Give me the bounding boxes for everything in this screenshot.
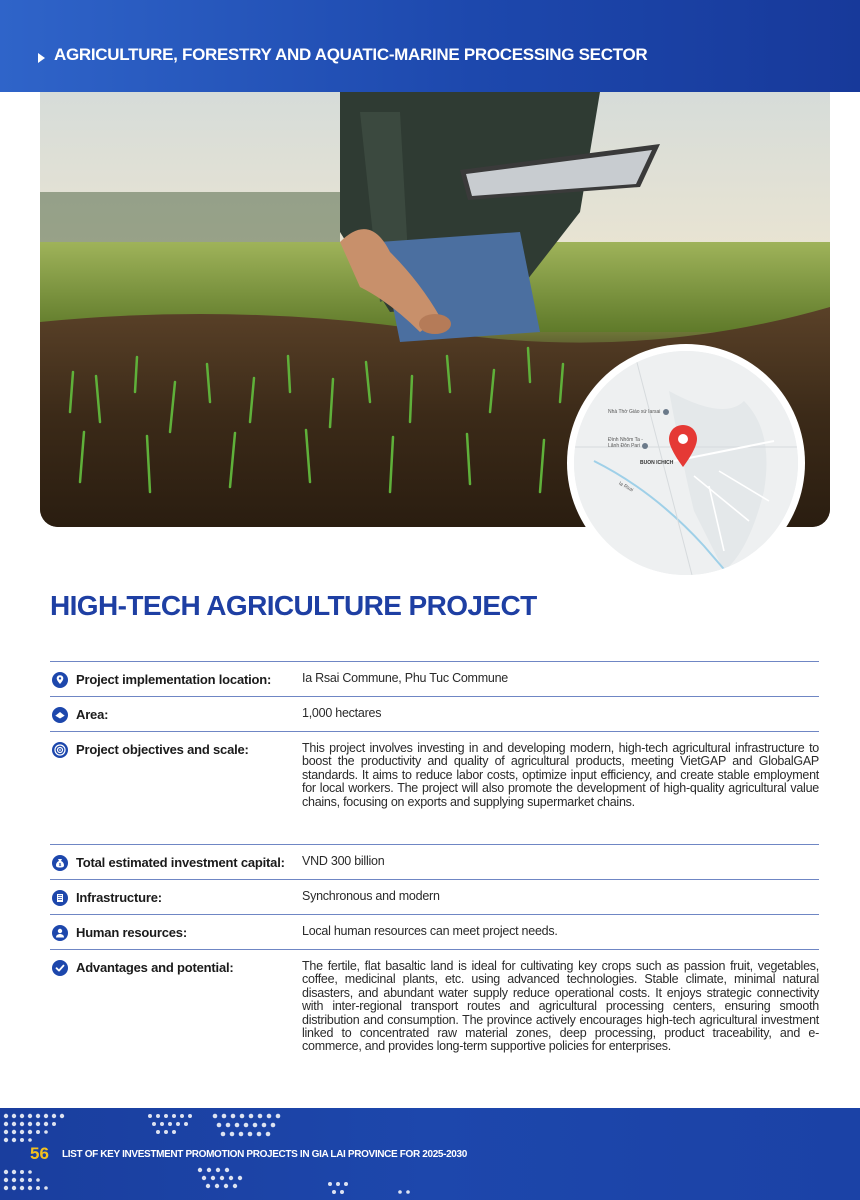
area-icon xyxy=(52,707,68,723)
infrastructure-icon xyxy=(52,890,68,906)
check-icon xyxy=(52,960,68,976)
triangle-right-icon xyxy=(38,53,45,63)
row-label: Infrastructure: xyxy=(76,890,162,905)
row-value: This project involves investing in and developing modern, high-tech agricultural infrastructure to boost the productivity and quality of agricultural products, meeting VietGAP and GlobalGAP standards. It aims to reduce labor costs, optimize input efficiency, and create stable employment for local workers. The project will also promote the development of high-quality agricultural value chains, focusing on exports and supplying supermarket chains. xyxy=(302,741,819,809)
page-number: 56 xyxy=(30,1144,49,1163)
row-value: The fertile, flat basaltic land is ideal for cultivating key crops such as passion fruit, vegetables, coffee, medicinal plants, etc. using advanced technologies. Stable climate, minimal natural disasters, and abundant water supply reduce operational costs. It enjoys strategic connectivity with inter-regional transport routes and agricultural processing centers, ensuring smooth distribution and consumption. The province actively encourages high-tech agricultural investment linked to concentrated raw material zones, deep processing, product traceability, and e-commerce, and provides long-term supportive policies for enterprises. xyxy=(302,959,819,1054)
table-row xyxy=(50,731,819,844)
row-value: VND 300 billion xyxy=(302,854,385,868)
table-row xyxy=(50,914,819,949)
page-title: HIGH-TECH AGRICULTURE PROJECT xyxy=(50,590,537,621)
row-label: Project objectives and scale: xyxy=(76,742,249,757)
row-label: Area: xyxy=(76,707,109,722)
map-label: BUON ICHICH xyxy=(640,460,674,466)
map xyxy=(574,351,798,575)
map-label: Đình Nhôm Ta - Lãnh Đôn Pari xyxy=(608,437,643,449)
row-value: 1,000 hectares xyxy=(302,706,382,720)
row-label: Advantages and potential: xyxy=(76,960,234,975)
location-map-inset xyxy=(567,344,805,582)
table-row xyxy=(50,949,819,1075)
row-value: Local human resources can meet project needs. xyxy=(302,924,558,938)
row-label: Project implementation location: xyxy=(76,672,272,687)
table-row xyxy=(50,661,819,696)
table-row xyxy=(50,844,819,879)
table-row xyxy=(50,879,819,914)
money-bag-icon xyxy=(52,855,68,871)
svg-text:$: $ xyxy=(58,862,62,868)
location-pin-icon xyxy=(52,672,68,688)
row-value: Synchronous and modern xyxy=(302,889,440,903)
row-label: Human resources: xyxy=(76,925,187,940)
person-icon xyxy=(52,925,68,941)
project-info-table xyxy=(50,661,819,1075)
row-label: Total estimated investment capital: xyxy=(76,855,285,870)
footer-title: LIST OF KEY INVESTMENT PROMOTION PROJECTS IN GIA LAI PROVINCE FOR 2025-2030 xyxy=(62,1149,467,1160)
table-row xyxy=(50,696,819,731)
map-label: Ia Rsai xyxy=(617,480,635,494)
map-label: Nhà Thờ Giáo xứ Iarsai xyxy=(608,409,661,415)
section-title: AGRICULTURE, FORESTRY AND AQUATIC-MARINE PROCESSING SECTOR xyxy=(54,45,648,64)
row-value: Ia Rsai Commune, Phu Tuc Commune xyxy=(302,671,508,685)
target-icon xyxy=(52,742,68,758)
